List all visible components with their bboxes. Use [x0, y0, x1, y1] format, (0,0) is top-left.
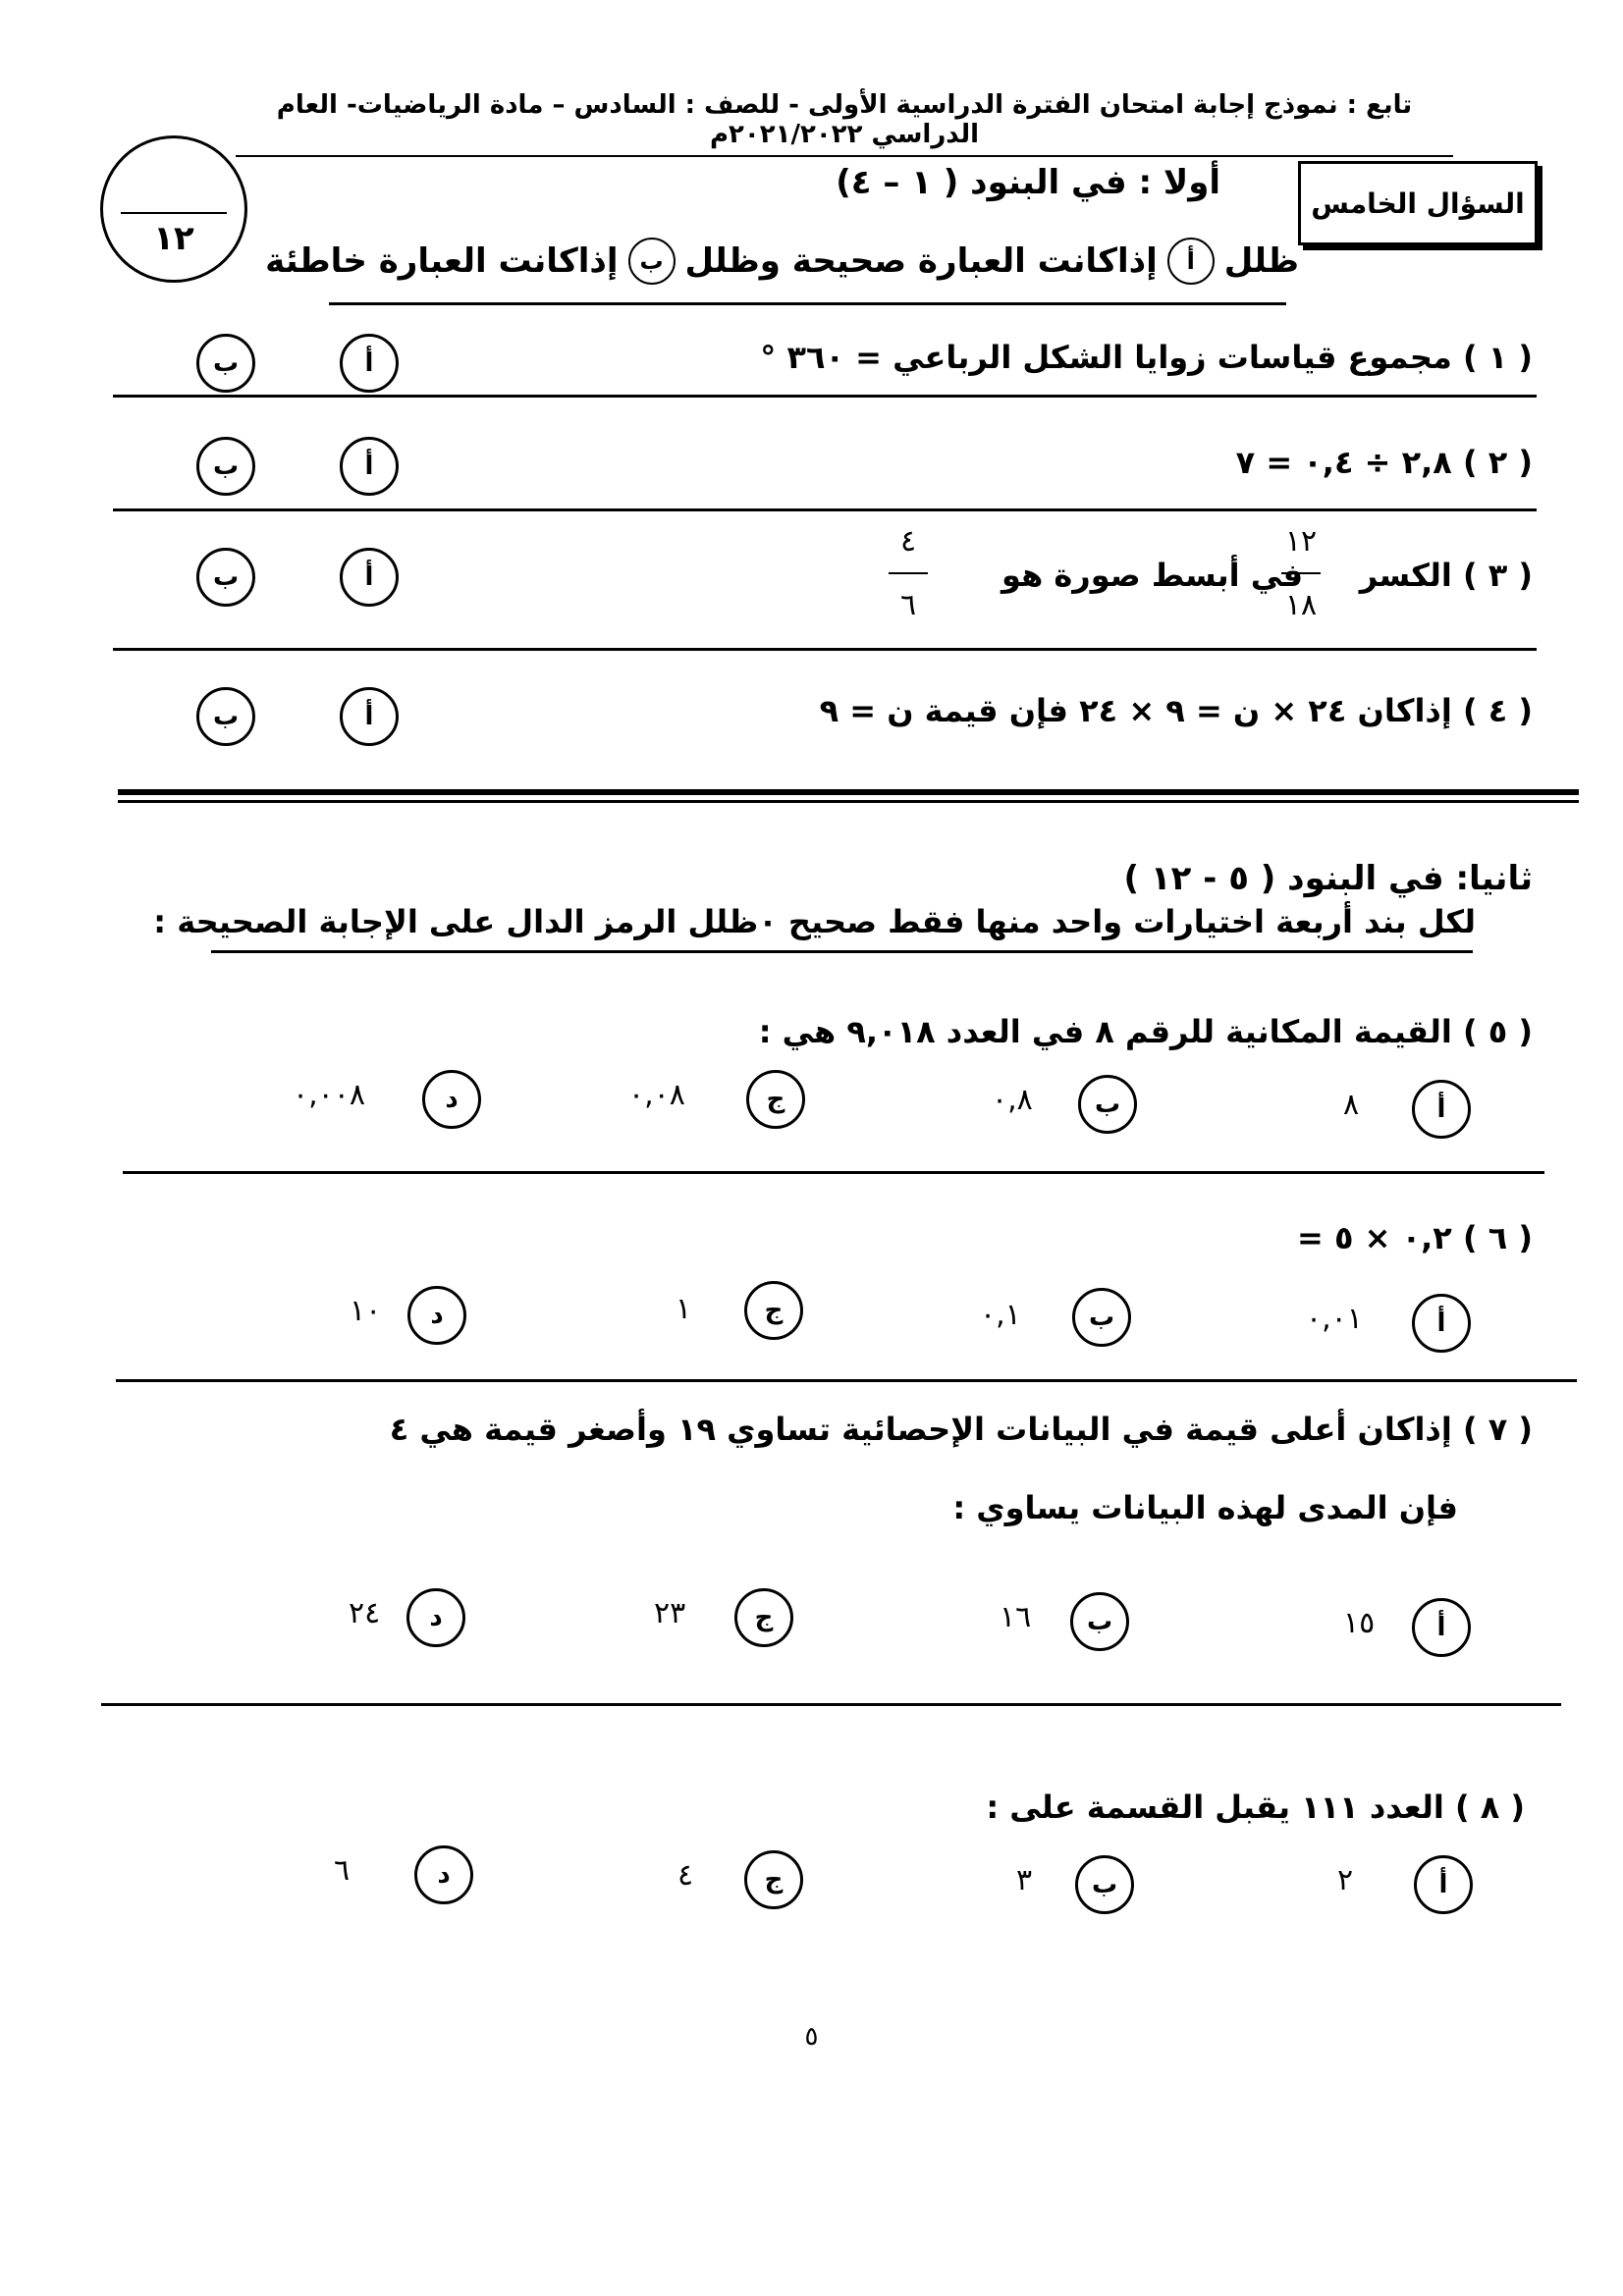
mc-item-6-value-c: ١	[676, 1292, 692, 1326]
mc-item-7-value-b: ١٦	[1000, 1600, 1032, 1634]
mc-item-8-option-b[interactable]: ب	[1075, 1855, 1134, 1914]
fraction-bar	[889, 572, 928, 574]
mc-item-8-option-d[interactable]: د	[414, 1845, 473, 1904]
instr-part2: إذاكانت العبارة صحيحة وظلل	[684, 241, 1158, 281]
tf-item-2-option-a[interactable]: أ	[340, 437, 399, 496]
fraction-numerator: ١٢	[1284, 524, 1318, 559]
score-line	[121, 212, 227, 214]
section2-title: ثانيا: في البنود ( ٥ - ١٢ )	[1123, 859, 1533, 898]
page-number: ٥	[804, 2022, 819, 2052]
mc-item-6-value-a: ٠,٠١	[1306, 1302, 1363, 1336]
instr-symbol-b: ب	[628, 238, 676, 285]
mc-item-5-option-d[interactable]: د	[422, 1070, 481, 1129]
mc-item-8-option-c[interactable]: ج	[744, 1850, 803, 1909]
tf-item-4-option-a[interactable]: أ	[340, 687, 399, 746]
mc-item-5-value-a: ٨	[1343, 1088, 1360, 1122]
mc-item-7-question: ( ٧ ) إذاكان أعلى قيمة في البيانات الإحصائية تساوي ١٩ وأصغر قيمة هي ٤	[389, 1411, 1533, 1448]
instr-underline	[211, 950, 1473, 953]
mc-item-5-question: ( ٥ ) القيمة المكانية للرقم ٨ في العدد ٩,٠١٨ هي :	[758, 1013, 1533, 1050]
mc-item-8-value-b: ٣	[1016, 1863, 1033, 1897]
tf-item-1-option-a[interactable]: أ	[340, 334, 399, 393]
mc-item-6-value-b: ٠,١	[980, 1298, 1021, 1332]
instr-part1: ظلل	[1223, 241, 1299, 281]
mc-item-7-value-c: ٢٣	[654, 1596, 686, 1630]
divider	[113, 508, 1537, 511]
score-circle	[100, 135, 247, 283]
mc-item-7-value-a: ١٥	[1343, 1606, 1376, 1640]
fraction-4-6	[889, 524, 928, 622]
mc-item-8-value-c: ٤	[677, 1858, 694, 1893]
mc-item-8-value-a: ٢	[1337, 1863, 1354, 1897]
mc-item-6-option-b[interactable]: ب	[1072, 1288, 1131, 1347]
mc-item-5-value-b: ٠,٨	[992, 1083, 1033, 1117]
section-double-rule-bottom	[118, 800, 1579, 803]
tf-item-4-text: ( ٤ ) إذاكان ٢٤ × ن = ٩ × ٢٤ فإن قيمة ن = ٩	[819, 692, 1533, 729]
tf-item-1-text: ( ١ ) مجموع قياسات زوايا الشكل الرباعي = ٣٦٠ °	[760, 339, 1533, 376]
tf-item-3-option-b[interactable]: ب	[196, 548, 255, 607]
divider	[113, 395, 1537, 398]
mc-item-7-question-line2: فإن المدى لهذه البيانات يساوي :	[952, 1489, 1458, 1526]
fraction-numerator: ٤	[899, 524, 917, 559]
mc-item-5-option-a[interactable]: أ	[1412, 1080, 1471, 1139]
section1-instructions	[265, 238, 1299, 285]
divider	[116, 1379, 1577, 1382]
divider	[113, 648, 1537, 651]
mc-item-5-option-b[interactable]: ب	[1078, 1075, 1137, 1134]
mc-item-6-option-d[interactable]: د	[407, 1286, 466, 1345]
mc-item-7-option-b[interactable]: ب	[1070, 1592, 1129, 1651]
mc-item-7-option-a[interactable]: أ	[1412, 1598, 1471, 1657]
tf-item-2-text: ( ٢ ) ٢,٨ ÷ ٠,٤ = ٧	[1235, 444, 1533, 481]
fraction-denominator: ٦	[899, 588, 917, 622]
divider	[123, 1171, 1544, 1174]
divider	[101, 1703, 1561, 1706]
mc-item-5-option-c[interactable]: ج	[746, 1070, 805, 1129]
score-value: ١٢	[153, 219, 194, 258]
mc-item-6-question: ( ٦ ) ٠,٢ × ٥ =	[1297, 1219, 1533, 1256]
mc-item-5-value-c: ٠,٠٨	[628, 1078, 685, 1112]
mc-item-6-option-a[interactable]: أ	[1412, 1294, 1471, 1353]
section2-instructions: لكل بند أربعة اختيارات واحد منها فقط صحيح ٠ظلل الرمز الدال على الإجابة الصحيحة :	[153, 903, 1476, 940]
mc-item-8-question: ( ٨ ) العدد ١١١ يقبل القسمة على :	[986, 1789, 1525, 1826]
mc-item-7-option-c[interactable]: ج	[734, 1588, 793, 1647]
question-label-box: السؤال الخامس	[1298, 161, 1538, 245]
tf-item-1-option-b[interactable]: ب	[196, 334, 255, 393]
mc-item-7-value-d: ٢٤	[349, 1596, 381, 1630]
tf-item-2-option-b[interactable]: ب	[196, 437, 255, 496]
instr-part3: إذاكانت العبارة خاطئة	[265, 241, 619, 281]
tf-item-3-label: ( ٣ ) الكسر	[1359, 557, 1533, 594]
mc-item-8-value-d: ٦	[334, 1853, 351, 1888]
mc-item-6-option-c[interactable]: ج	[744, 1281, 803, 1340]
page-header: تابع : نموذج إجابة امتحان الفترة الدراسية الأولى - للصف : السادس – مادة الرياضيات- العام الدراسي ٢٠٢١/٢٠٢٢م	[236, 90, 1453, 157]
mc-item-6-value-d: ١٠	[350, 1294, 382, 1328]
mc-item-5-value-d: ٠,٠٠٨	[293, 1078, 365, 1112]
tf-item-4-option-b[interactable]: ب	[196, 687, 255, 746]
fraction-denominator: ١٨	[1284, 588, 1318, 622]
tf-item-3-middle: في أبسط صورة هو	[1001, 557, 1304, 594]
section1-title: أولا : في البنود ( ١ – ٤)	[836, 163, 1220, 202]
instr-underline	[329, 302, 1286, 305]
mc-item-7-option-d[interactable]: د	[406, 1588, 465, 1647]
section-double-rule-top	[118, 789, 1579, 795]
mc-item-8-option-a[interactable]: أ	[1414, 1855, 1473, 1914]
tf-item-3-option-a[interactable]: أ	[340, 548, 399, 607]
instr-symbol-a: أ	[1167, 238, 1215, 285]
